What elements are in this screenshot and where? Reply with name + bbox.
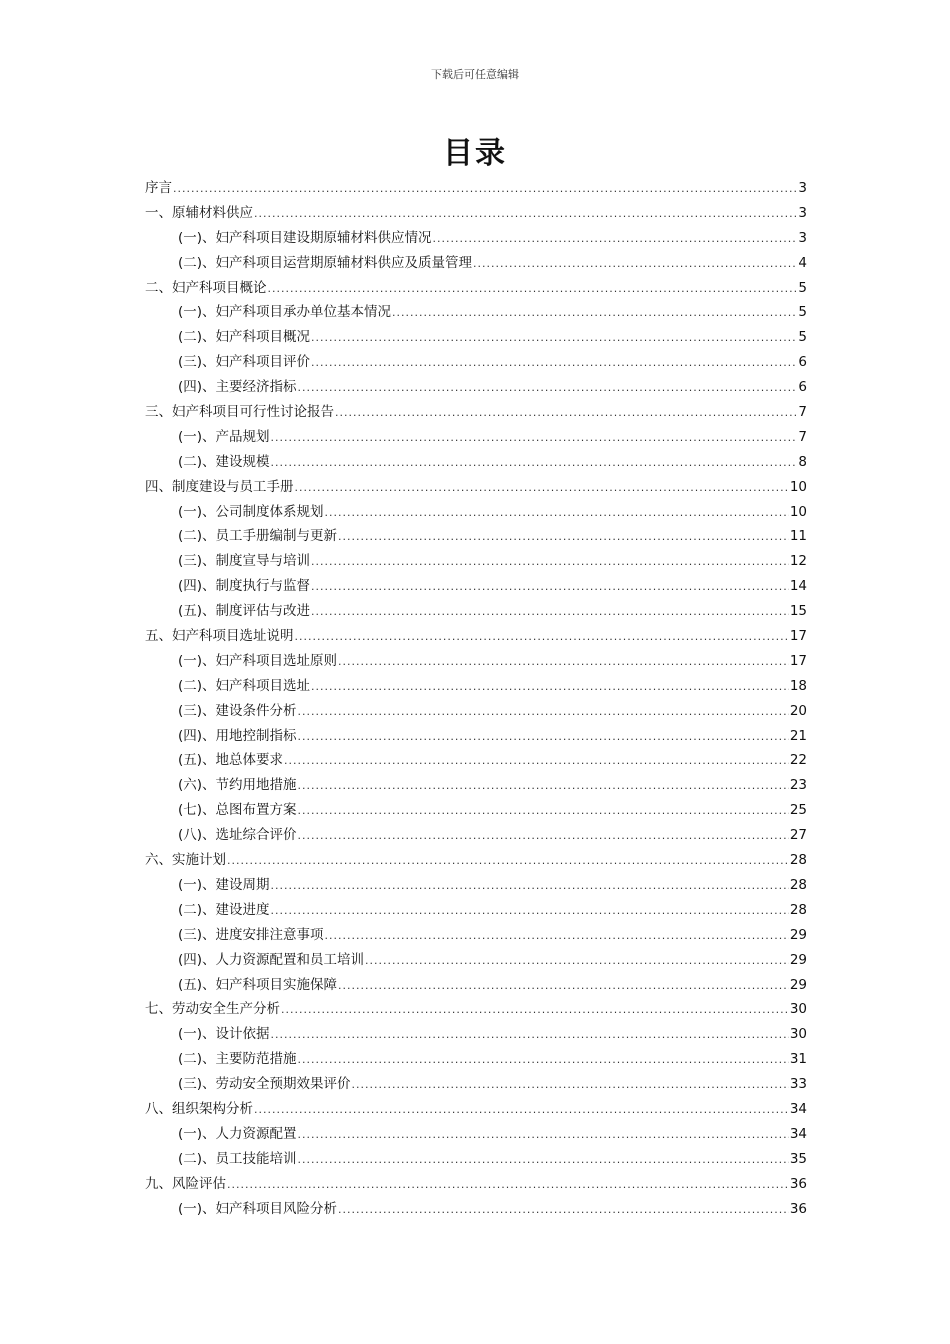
- toc-leader-dots: [268, 277, 798, 301]
- toc-leader-dots: [298, 799, 789, 823]
- toc-entry-page-number: 33: [789, 1076, 807, 1093]
- toc-entry-page-number: 29: [789, 976, 807, 993]
- toc-entry-page-number: 30: [789, 1001, 807, 1018]
- toc-entry[interactable]: [145, 1197, 807, 1222]
- toc-entry[interactable]: [145, 699, 807, 724]
- toc-entry-page-number: 29: [789, 926, 807, 943]
- toc-entry[interactable]: [145, 923, 807, 948]
- toc-entry[interactable]: [145, 226, 807, 251]
- toc-entry[interactable]: [145, 748, 807, 773]
- toc-entry-page-number: 11: [789, 528, 807, 545]
- toc-entry[interactable]: [145, 649, 807, 674]
- toc-leader-dots: [254, 1098, 789, 1122]
- toc-entry-page-number: 15: [789, 603, 807, 620]
- toc-entry[interactable]: [145, 350, 807, 375]
- toc-entry[interactable]: [145, 251, 807, 276]
- toc-leader-dots: [173, 177, 797, 201]
- toc-entry-page-number: 25: [789, 802, 807, 819]
- toc-leader-dots: [311, 326, 797, 350]
- toc-entry-title: (二)、妇产科项目选址: [178, 677, 311, 694]
- toc-leader-dots: [335, 401, 797, 425]
- toc-entry-title: (六)、节约用地措施: [178, 777, 297, 794]
- toc-entry-title: (五)、地总体要求: [178, 752, 284, 769]
- toc-entry[interactable]: [145, 325, 807, 350]
- toc-entry-page-number: 5: [798, 279, 807, 296]
- toc-entry-title: (一)、妇产科项目选址原则: [178, 652, 338, 669]
- toc-leader-dots: [311, 351, 797, 375]
- toc-entry-title: (一)、公司制度体系规划: [178, 503, 324, 520]
- toc-leader-dots: [298, 725, 789, 749]
- toc-entry[interactable]: [145, 624, 807, 649]
- toc-leader-dots: [338, 525, 789, 549]
- toc-entry-title: (一)、妇产科项目风险分析: [178, 1200, 338, 1217]
- toc-leader-dots: [338, 650, 789, 674]
- toc-entry-title: (一)、产品规划: [178, 428, 270, 445]
- toc-entry[interactable]: [145, 1072, 807, 1097]
- toc-entry-page-number: 5: [798, 329, 807, 346]
- toc-entry[interactable]: [145, 524, 807, 549]
- toc-entry-title: (四)、制度执行与监督: [178, 578, 311, 595]
- toc-entry-page-number: 30: [789, 1026, 807, 1043]
- toc-entry-page-number: 5: [798, 304, 807, 321]
- toc-leader-dots: [298, 376, 798, 400]
- toc-entry[interactable]: [145, 201, 807, 226]
- toc-entry-page-number: 18: [789, 677, 807, 694]
- toc-entry[interactable]: [145, 475, 807, 500]
- toc-entry-page-number: 6: [798, 379, 807, 396]
- toc-entry-page-number: 4: [798, 254, 807, 271]
- toc-leader-dots: [298, 1148, 789, 1172]
- toc-entry-title: 五、妇产科项目选址说明: [145, 628, 294, 645]
- toc-entry-title: 序言: [145, 180, 172, 196]
- toc-entry[interactable]: [145, 973, 807, 998]
- toc-entry-page-number: 7: [798, 428, 807, 445]
- toc-entry-page-number: 6: [798, 354, 807, 371]
- toc-entry-page-number: 34: [789, 1125, 807, 1142]
- toc-entry-title: 一、原辅材料供应: [145, 204, 253, 221]
- toc-entry[interactable]: [145, 773, 807, 798]
- toc-entry-title: 七、劳动安全生产分析: [145, 1001, 280, 1018]
- toc-entry-page-number: 23: [789, 777, 807, 794]
- toc-entry[interactable]: [145, 375, 807, 400]
- toc-entry[interactable]: [145, 276, 807, 301]
- toc-entry[interactable]: [145, 450, 807, 475]
- toc-entry-page-number: 28: [789, 852, 807, 869]
- toc-entry-title: (一)、妇产科项目建设期原辅材料供应情况: [178, 229, 432, 246]
- toc-entry-title: (四)、人力资源配置和员工培训: [178, 951, 365, 968]
- toc-entry-title: (二)、建设进度: [178, 901, 270, 918]
- toc-entry-title: (八)、选址综合评价: [178, 827, 297, 844]
- toc-entry-title: (二)、建设规模: [178, 453, 270, 470]
- toc-entry-title: (三)、劳动安全预期效果评价: [178, 1076, 351, 1093]
- toc-leader-dots: [271, 899, 789, 923]
- toc-entry-page-number: 17: [789, 628, 807, 645]
- toc-leader-dots: [227, 849, 789, 873]
- toc-entry[interactable]: [145, 948, 807, 973]
- toc-entry-page-number: 35: [789, 1150, 807, 1167]
- toc-entry-page-number: 3: [798, 204, 807, 221]
- toc-entry-page-number: 22: [789, 752, 807, 769]
- toc-entry-title: 四、制度建设与员工手册: [145, 478, 294, 495]
- toc-entry[interactable]: [145, 599, 807, 624]
- toc-entry-title: (二)、妇产科项目概况: [178, 329, 311, 346]
- toc-entry-page-number: 29: [789, 951, 807, 968]
- toc-entry-title: 九、风险评估: [145, 1175, 226, 1192]
- toc-entry[interactable]: [145, 549, 807, 574]
- toc-leader-dots: [325, 501, 789, 525]
- toc-entry[interactable]: [145, 1147, 807, 1172]
- toc-entry-page-number: 34: [789, 1100, 807, 1117]
- toc-leader-dots: [311, 600, 789, 624]
- toc-entry[interactable]: [145, 1172, 807, 1197]
- toc-leader-dots: [392, 301, 797, 325]
- toc-entry[interactable]: [145, 724, 807, 749]
- toc-entry[interactable]: [145, 873, 807, 898]
- toc-entry-title: (五)、制度评估与改进: [178, 603, 311, 620]
- toc-entry[interactable]: [145, 500, 807, 525]
- toc-entry-title: (三)、制度宣导与培训: [178, 553, 311, 570]
- toc-entry-title: 六、实施计划: [145, 852, 226, 869]
- toc-entry[interactable]: [145, 425, 807, 450]
- toc-entry-title: 二、妇产科项目概论: [145, 279, 267, 296]
- toc-entry-page-number: 14: [789, 578, 807, 595]
- toc-leader-dots: [311, 550, 789, 574]
- toc-entry[interactable]: [145, 574, 807, 599]
- toc-leader-dots: [295, 476, 789, 500]
- toc-entry-page-number: 28: [789, 876, 807, 893]
- toc-entry[interactable]: [145, 176, 807, 201]
- toc-leader-dots: [298, 824, 789, 848]
- toc-entry[interactable]: [145, 848, 807, 873]
- toc-leader-dots: [298, 700, 789, 724]
- toc-entry-page-number: 7: [798, 404, 807, 421]
- toc-entry-title: (七)、总图布置方案: [178, 802, 297, 819]
- toc-leader-dots: [271, 451, 798, 475]
- toc-entry-page-number: 28: [789, 901, 807, 918]
- toc-leader-dots: [473, 252, 797, 276]
- toc-leader-dots: [311, 675, 789, 699]
- toc-entry[interactable]: [145, 798, 807, 823]
- toc-title: 目录: [443, 136, 507, 171]
- toc-leader-dots: [325, 924, 789, 948]
- toc-entry[interactable]: [145, 1047, 807, 1072]
- toc-entry-title: (一)、设计依据: [178, 1026, 270, 1043]
- toc-leader-dots: [227, 1173, 789, 1197]
- toc-entry-title: (一)、妇产科项目承办单位基本情况: [178, 304, 392, 321]
- toc-leader-dots: [298, 1123, 789, 1147]
- toc-entry-page-number: 10: [789, 478, 807, 495]
- toc-leader-dots: [338, 974, 789, 998]
- toc-entry-title: (二)、员工技能培训: [178, 1150, 297, 1167]
- toc-leader-dots: [281, 998, 789, 1022]
- toc-leader-dots: [365, 949, 789, 973]
- toc-entry-page-number: 36: [789, 1175, 807, 1192]
- toc-entry-title: (二)、员工手册编制与更新: [178, 528, 338, 545]
- toc-leader-dots: [338, 1198, 789, 1222]
- toc-entry-title: 八、组织架构分析: [145, 1100, 253, 1117]
- toc-entry[interactable]: [145, 823, 807, 848]
- toc-entry-page-number: 12: [789, 553, 807, 570]
- toc-entry-title: (三)、进度安排注意事项: [178, 926, 324, 943]
- toc-entry[interactable]: [145, 997, 807, 1022]
- toc-entry[interactable]: [145, 898, 807, 923]
- toc-entry[interactable]: [145, 674, 807, 699]
- toc-entry-title: (一)、建设周期: [178, 876, 270, 893]
- toc-entry-title: (四)、主要经济指标: [178, 379, 297, 396]
- toc-leader-dots: [311, 575, 789, 599]
- toc-entry-title: 三、妇产科项目可行性讨论报告: [145, 404, 334, 421]
- toc-leader-dots: [298, 1048, 789, 1072]
- toc-entry[interactable]: [145, 1022, 807, 1047]
- page-header: 下载后可任意编辑: [431, 68, 519, 81]
- toc-entry-title: (五)、妇产科项目实施保障: [178, 976, 338, 993]
- toc-entry[interactable]: [145, 1097, 807, 1122]
- toc-entry-title: (一)、人力资源配置: [178, 1125, 297, 1142]
- toc-entry[interactable]: [145, 400, 807, 425]
- toc-leader-dots: [284, 749, 789, 773]
- toc-leader-dots: [295, 625, 789, 649]
- toc-leader-dots: [254, 202, 797, 226]
- toc-entry-page-number: 36: [789, 1200, 807, 1217]
- table-of-contents: [145, 176, 807, 1221]
- toc-entry-page-number: 8: [798, 453, 807, 470]
- toc-entry-title: (三)、建设条件分析: [178, 702, 297, 719]
- toc-leader-dots: [271, 874, 789, 898]
- toc-entry[interactable]: [145, 300, 807, 325]
- toc-entry-title: (三)、妇产科项目评价: [178, 354, 311, 371]
- toc-entry-page-number: 27: [789, 827, 807, 844]
- toc-entry-page-number: 3: [798, 180, 807, 196]
- toc-entry-page-number: 10: [789, 503, 807, 520]
- toc-entry[interactable]: [145, 1122, 807, 1147]
- toc-entry-title: (二)、妇产科项目运营期原辅材料供应及质量管理: [178, 254, 473, 271]
- toc-entry-page-number: 31: [789, 1051, 807, 1068]
- toc-leader-dots: [433, 227, 798, 251]
- toc-entry-title: (二)、主要防范措施: [178, 1051, 297, 1068]
- toc-entry-page-number: 20: [789, 702, 807, 719]
- toc-leader-dots: [271, 426, 798, 450]
- toc-leader-dots: [352, 1073, 789, 1097]
- toc-leader-dots: [298, 774, 789, 798]
- toc-leader-dots: [271, 1023, 789, 1047]
- toc-entry-page-number: 3: [798, 229, 807, 246]
- toc-entry-title: (四)、用地控制指标: [178, 727, 297, 744]
- toc-entry-page-number: 21: [789, 727, 807, 744]
- toc-entry-page-number: 17: [789, 652, 807, 669]
